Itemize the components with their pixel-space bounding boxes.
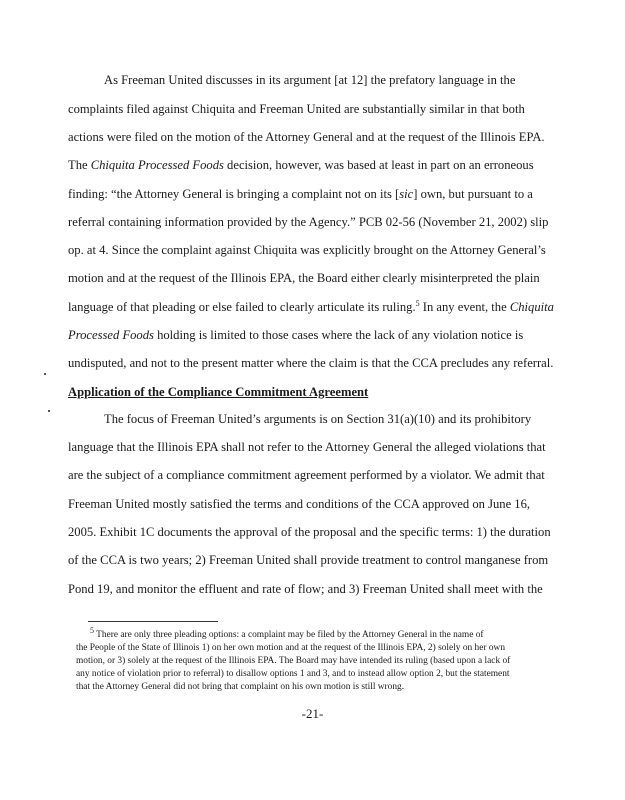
text-run: Freeman United mostly satisfied the terms and conditions of the CCA approved on June 16,	[68, 497, 531, 511]
text-run: finding: “the Attorney General is bringing a complaint not on its [	[68, 187, 400, 201]
text-run: language that the Illinois EPA shall not refer to the Attorney General the alleged violations that	[68, 440, 546, 454]
body-line	[104, 74, 515, 87]
text-run: are the subject of a compliance commitment agreement performed by a violator. We admit that	[68, 468, 545, 482]
body-line	[68, 131, 545, 144]
scan-speck	[44, 373, 46, 375]
body-line	[68, 188, 533, 201]
footnote-separator	[88, 621, 218, 622]
body-line	[68, 298, 554, 314]
text-run: 2005. Exhibit 1C documents the approval of the proposal and the specific terms: 1) the duration	[68, 525, 551, 539]
footnote-marker: 5	[90, 626, 94, 635]
text-run: complaints filed against Chiquita and Freeman United are substantially similar in that both	[68, 102, 525, 116]
footnote-line	[76, 683, 404, 692]
body-line	[68, 244, 546, 257]
body-line	[104, 413, 531, 426]
text-run: Chiquita	[509, 300, 554, 314]
text-run: op. at 4. Since the complaint against Chiquita was explicitly brought on the Attorney General’s	[68, 243, 546, 257]
footnote-line	[76, 657, 510, 666]
text-run: referral containing information provided by the Agency.” PCB 02-56 (November 21, 2002) slip	[68, 215, 549, 229]
body-line	[68, 469, 545, 482]
text-run: actions were filed on the motion of the Attorney General and at the request of the Illinois EPA.	[68, 130, 545, 144]
body-line	[68, 272, 540, 285]
footnote-line	[90, 626, 484, 641]
text-run: Processed Foods	[68, 328, 154, 342]
text-run: undisputed, and not to the present matter where the claim is that the CCA precludes any referral.	[68, 356, 554, 370]
footnote-text: the People of the State of Illinois 1) on her own motion and at the request of the Illinois EPA, 2) solely on her own	[76, 643, 506, 653]
text-run: Pond 19, and monitor the effluent and rate of flow; and 3) Freeman United shall meet with the	[68, 582, 543, 596]
text-run: As Freeman United discusses in its argument [at 12] the prefatory language in the	[104, 73, 516, 87]
scan-speck	[48, 410, 50, 412]
footnote-line	[76, 670, 510, 679]
footnote-text: There are only three pleading options: a complaint may be filed by the Attorney General in the name of	[94, 630, 484, 641]
footnote-text: any notice of violation prior to referral) to disallow options 1 and 3, and to instead allow option 2, but the statement	[76, 669, 510, 679]
page-number: -21-	[301, 706, 324, 721]
body-line	[68, 583, 543, 596]
body-line	[68, 498, 530, 511]
text-run: holding is limited to those cases where the lack of any violation notice is	[153, 328, 524, 342]
body-line	[68, 554, 548, 567]
footnote-line	[76, 644, 505, 653]
footnote-text: that the Attorney General did not bring that complaint on his own motion is still wrong.	[76, 682, 405, 692]
body-line	[68, 441, 546, 454]
body-line	[68, 357, 553, 370]
text-run: language of that pleading or else failed to clearly articulate its ruling.	[68, 300, 416, 314]
footnote-ref: 5	[415, 298, 420, 308]
text-run: In any event, the	[419, 300, 510, 314]
text-run: The	[68, 158, 91, 172]
text-run: of the CCA is two years; 2) Freeman United shall provide treatment to control manganese from	[68, 553, 549, 567]
text-run: decision, however, was based at least in part on an erroneous	[223, 158, 534, 172]
section-heading: Application of the Compliance Commitment Agreement	[68, 385, 369, 399]
text-run: motion and at the request of the Illinois EPA, the Board either clearly misinterpreted the plain	[68, 271, 540, 285]
text-run: Chiquita Processed Foods	[90, 158, 224, 172]
body-line	[68, 216, 548, 229]
body-line	[68, 329, 523, 342]
text-run: sic	[399, 187, 414, 201]
body-line	[68, 103, 525, 116]
body-line	[68, 526, 551, 539]
text-run: ] own, but pursuant to a	[413, 187, 533, 201]
body-line	[68, 159, 534, 172]
text-run: The focus of Freeman United’s arguments is on Section 31(a)(10) and its prohibitory	[104, 412, 532, 426]
footnote-text: motion, or 3) solely at the request of the Illinois EPA. The Board may have intended its ruling (based upon a lack of	[76, 656, 511, 666]
